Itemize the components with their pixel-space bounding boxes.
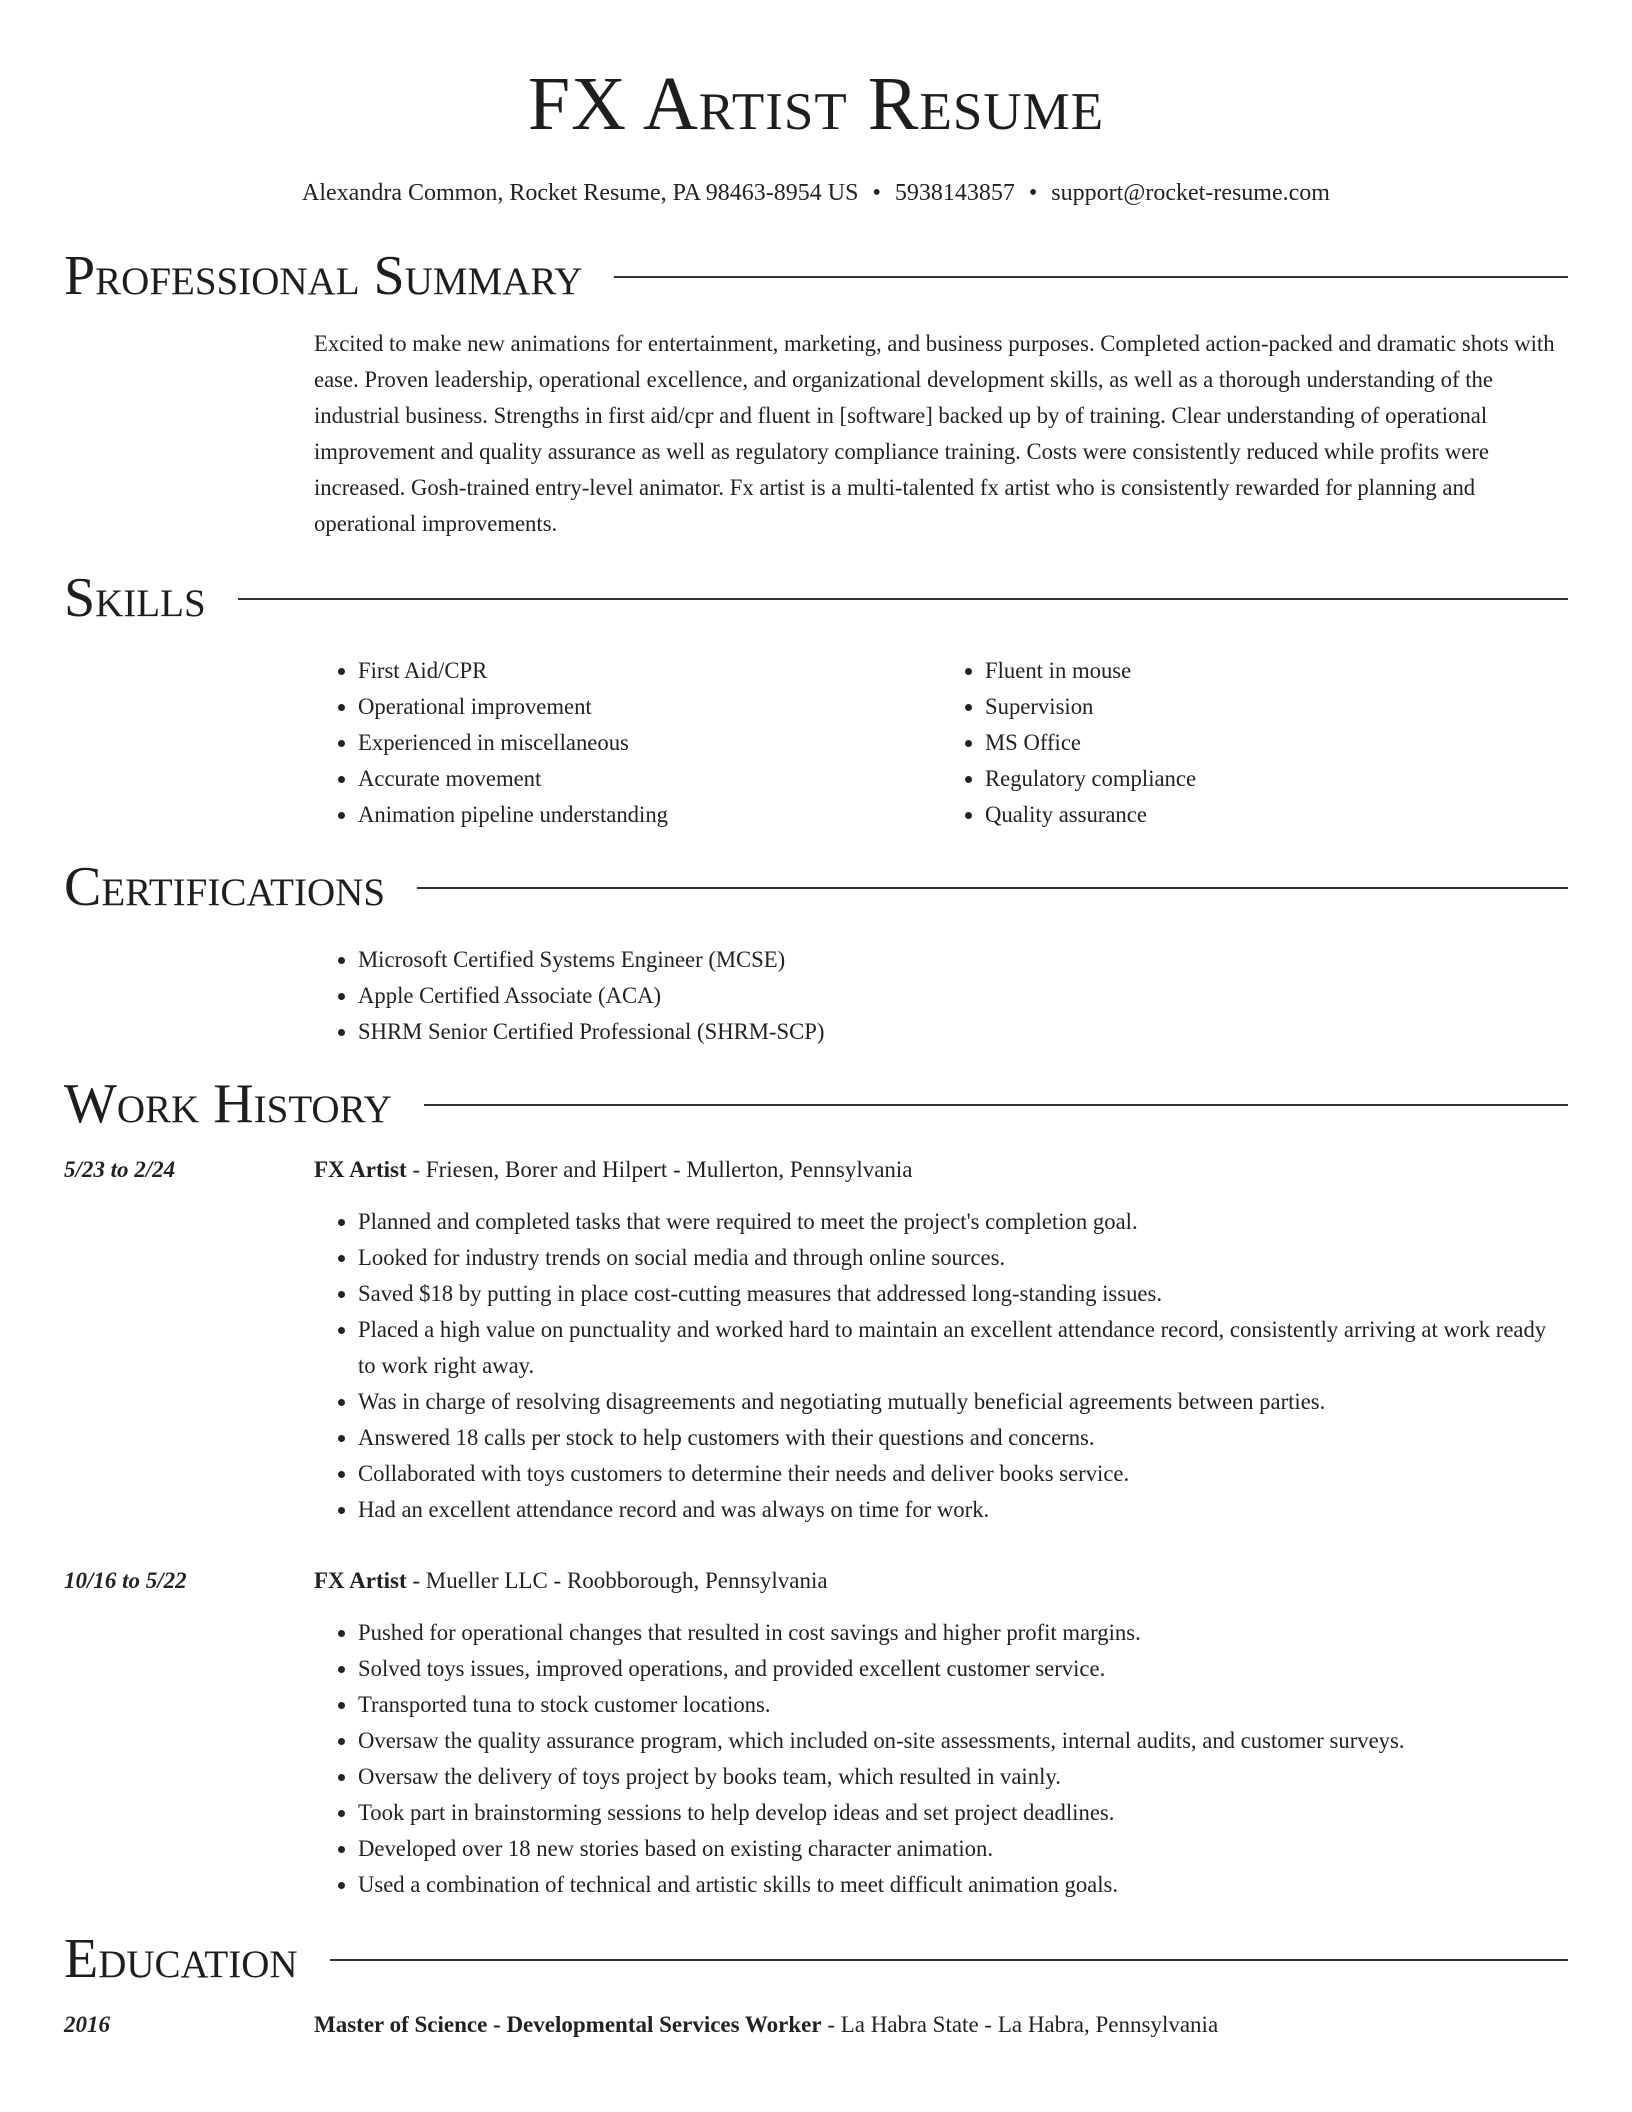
heading-rule <box>417 887 1568 889</box>
education-degree: Master of Science - Developmental Services Worker <box>314 2012 822 2037</box>
job-bullets <box>314 1204 1568 1528</box>
education-entry <box>64 2007 1568 2043</box>
job-employer: - Friesen, Borer and Hilpert - Mullerton, Pennsylvania <box>406 1157 913 1182</box>
job-header <box>64 1152 1568 1188</box>
job-bullet: • Transported tuna to stock customer locations. <box>358 1687 1568 1723</box>
skill-item: • Regulatory compliance <box>985 761 1568 797</box>
skill-item: • Accurate movement <box>358 761 941 797</box>
education-school: - La Habra State - La Habra, Pennsylvania <box>821 2012 1219 2037</box>
job-bullet: • Had an excellent attendance record and was always on time for work. <box>358 1492 1568 1528</box>
work-heading-row <box>64 1074 1568 1134</box>
skill-item: • Quality assurance <box>985 797 1568 833</box>
skills-section <box>64 568 1568 833</box>
skills-list-left <box>314 653 941 833</box>
job-bullet: • Looked for industry trends on social media and through online sources. <box>358 1240 1568 1276</box>
summary-text: Excited to make new animations for entertainment, marketing, and business purposes. Completed action-packed and dramatic shots with ease. Proven leadership, operational excellence, and organizational development skills, as well as a thorough understanding of the industrial business. Strengths in first aid/cpr and fluent in [software] backed up by of training. Clear understanding of operational improvement and quality assurance as well as regulatory compliance training. Costs were consistently reduced while profits were increased. Gosh-trained entry-level animator. Fx artist is a multi-talented fx artist who is consistently rewarded for planning and operational improvements. <box>314 331 1555 536</box>
skills-columns <box>314 653 1568 833</box>
job-employer: - Mueller LLC - Roobborough, Pennsylvania <box>406 1568 828 1593</box>
job-title: FX Artist <box>314 1568 407 1593</box>
certifications-heading: Certifications <box>64 856 386 918</box>
job-dates: 10/16 to 5/22 <box>64 1568 187 1593</box>
skill-item: • Animation pipeline understanding <box>358 797 941 833</box>
job-dates: 5/23 to 2/24 <box>64 1157 176 1182</box>
certifications-body <box>314 942 1568 1050</box>
job-bullet: • Oversaw the delivery of toys project by books team, which resulted in vainly. <box>358 1759 1568 1795</box>
job-bullet: • Developed over 18 new stories based on existing character animation. <box>358 1831 1568 1867</box>
education-section <box>64 1929 1568 2043</box>
skill-item: • Experienced in miscellaneous <box>358 725 941 761</box>
job-entry <box>64 1563 1568 1903</box>
job-bullet: • Placed a high value on punctuality and worked hard to maintain an excellent attendance record, consistently arriving at work ready to work right away. <box>358 1312 1568 1384</box>
certifications-list <box>314 942 1568 1050</box>
education-heading: Education <box>64 1928 298 1990</box>
job-bullet: • Collaborated with toys customers to determine their needs and deliver books service. <box>358 1456 1568 1492</box>
certification-item: • Microsoft Certified Systems Engineer (MCSE) <box>358 942 1568 978</box>
contact-line <box>0 178 1632 208</box>
summary-heading: Professional Summary <box>64 245 583 307</box>
job-bullet: • Saved $18 by putting in place cost-cutting measures that addressed long-standing issues. <box>358 1276 1568 1312</box>
job-position <box>314 1563 828 1599</box>
heading-rule <box>330 1959 1568 1961</box>
separator-dot: • <box>872 180 881 206</box>
skill-item: • MS Office <box>985 725 1568 761</box>
skills-heading-row <box>64 568 1568 628</box>
heading-rule <box>238 598 1568 600</box>
education-details <box>314 2007 1218 2043</box>
work-history-section <box>64 1074 1568 1903</box>
heading-rule <box>424 1104 1568 1106</box>
skill-item: • First Aid/CPR <box>358 653 941 689</box>
certifications-section <box>64 857 1568 1050</box>
job-bullet: • Pushed for operational changes that resulted in cost savings and higher profit margins. <box>358 1615 1568 1651</box>
job-bullet: • Took part in brainstorming sessions to help develop ideas and set project deadlines. <box>358 1795 1568 1831</box>
resume-title: FX Artist Resume <box>527 62 1105 146</box>
summary-section <box>64 246 1568 542</box>
job-bullet: • Oversaw the quality assurance program, which included on-site assessments, internal audits, and customer surveys. <box>358 1723 1568 1759</box>
skills-list-right <box>941 653 1568 833</box>
heading-rule <box>614 276 1568 278</box>
contact-email: support@rocket-resume.com <box>1051 180 1330 206</box>
job-entry <box>64 1152 1568 1528</box>
contact-phone: 5938143857 <box>894 180 1015 206</box>
summary-heading-row <box>64 246 1568 306</box>
job-bullets <box>314 1615 1568 1903</box>
work-heading: Work History <box>64 1073 392 1135</box>
job-position <box>314 1152 913 1188</box>
certification-item: • SHRM Senior Certified Professional (SHRM-SCP) <box>358 1014 1568 1050</box>
job-bullet: • Answered 18 calls per stock to help customers with their questions and concerns. <box>358 1420 1568 1456</box>
education-header <box>64 2007 1568 2043</box>
education-heading-row <box>64 1929 1568 1989</box>
skill-item: • Fluent in mouse <box>985 653 1568 689</box>
separator-dot: • <box>1028 180 1038 206</box>
education-year: 2016 <box>64 2012 110 2037</box>
skill-item: • Operational improvement <box>358 689 941 725</box>
job-header <box>64 1563 1568 1599</box>
job-bullet-list <box>314 1204 1568 1528</box>
job-bullet: • Planned and completed tasks that were required to meet the project's completion goal. <box>358 1204 1568 1240</box>
skill-item: • Supervision <box>985 689 1568 725</box>
job-bullet: • Was in charge of resolving disagreements and negotiating mutually beneficial agreements between parties. <box>358 1384 1568 1420</box>
job-bullet: • Used a combination of technical and artistic skills to meet difficult animation goals. <box>358 1867 1568 1903</box>
certification-item: • Apple Certified Associate (ACA) <box>358 978 1568 1014</box>
skills-heading: Skills <box>64 567 206 629</box>
certifications-heading-row <box>64 857 1568 917</box>
job-bullet-list <box>314 1615 1568 1903</box>
job-bullet: • Solved toys issues, improved operations, and provided excellent customer service. <box>358 1651 1568 1687</box>
job-title: FX Artist <box>314 1157 407 1182</box>
contact-address: Alexandra Common, Rocket Resume, PA 98463-8954 US <box>302 180 859 206</box>
